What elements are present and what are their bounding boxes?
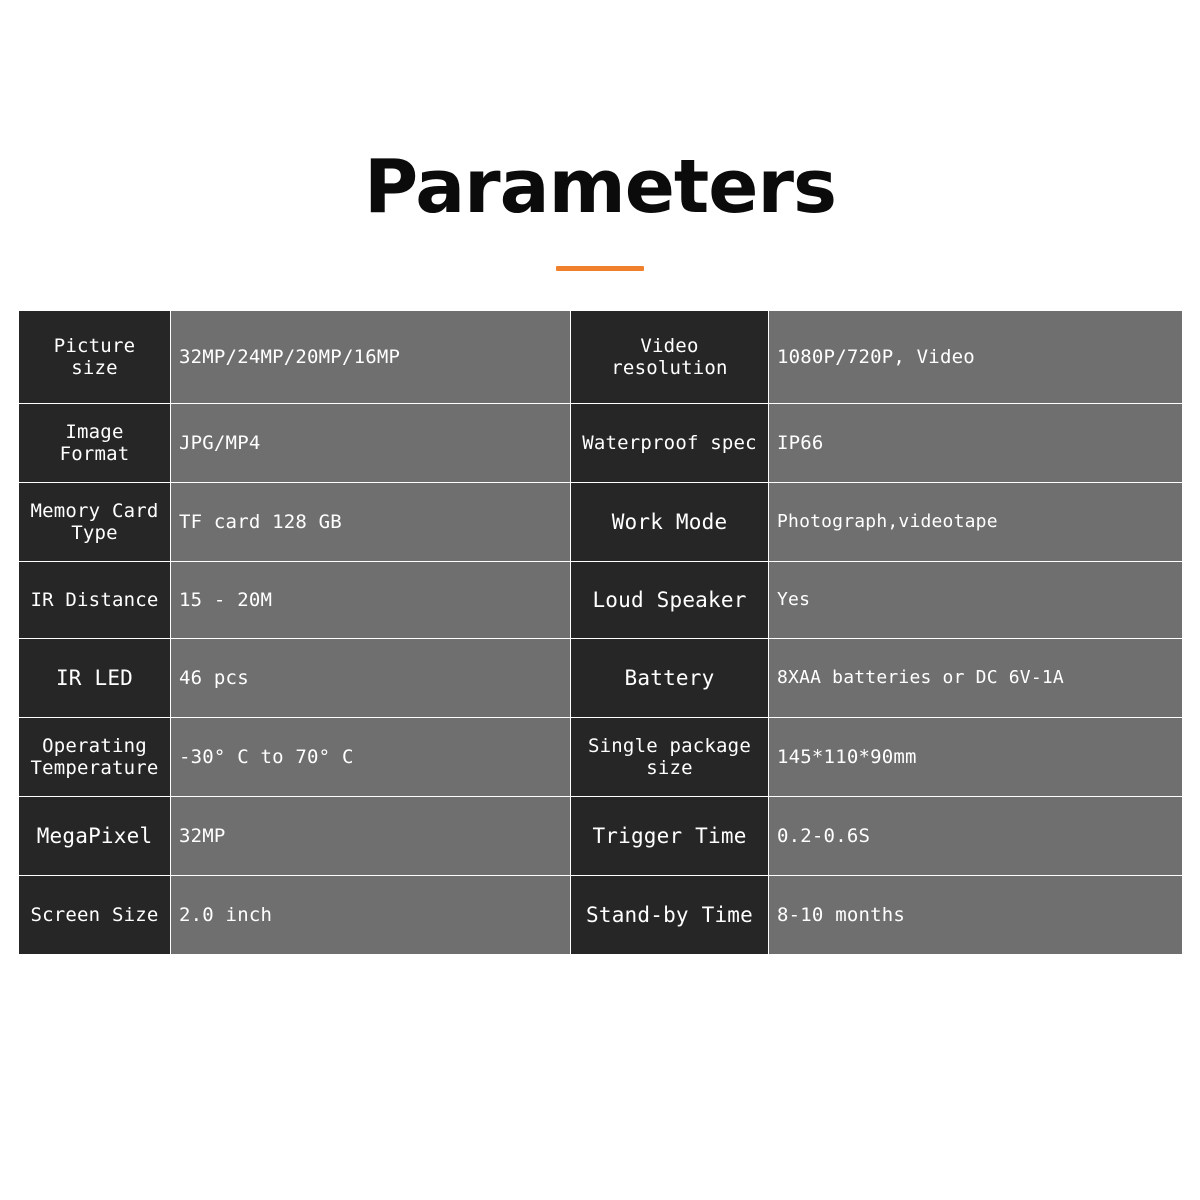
spec-value: 8-10 months [769,876,1183,955]
spec-value: 8XAA batteries or DC 6V-1A [769,639,1183,718]
spec-label: MegaPixel [19,797,171,876]
spec-label: Image Format [19,404,171,483]
spec-value: TF card 128 GB [171,483,571,562]
spec-label: Waterproof spec [571,404,769,483]
table-row [19,797,1183,876]
page-title: Parameters [363,144,836,230]
spec-label: Loud Speaker [571,562,769,639]
table-row [19,483,1183,562]
table-row [19,876,1183,955]
spec-value: 145*110*90mm [769,718,1183,797]
spec-value: 1080P/720P, Video [769,311,1183,404]
spec-label: IR Distance [19,562,171,639]
spec-value: 32MP [171,797,571,876]
title-accent-divider [556,266,644,271]
table-row [19,718,1183,797]
table-row [19,311,1183,404]
spec-label: Picture size [19,311,171,404]
spec-value: 15 - 20M [171,562,571,639]
spec-label: Trigger Time [571,797,769,876]
spec-value: 0.2-0.6S [769,797,1183,876]
spec-value: Photograph,videotape [769,483,1183,562]
spec-value: 32MP/24MP/20MP/16MP [171,311,571,404]
spec-value: Yes [769,562,1183,639]
table-row [19,562,1183,639]
spec-label: Video resolution [571,311,769,404]
specifications-table [18,310,1183,955]
spec-label: IR LED [19,639,171,718]
spec-value: IP66 [769,404,1183,483]
spec-label: Battery [571,639,769,718]
spec-label: Work Mode [571,483,769,562]
spec-value: JPG/MP4 [171,404,571,483]
specifications-table-container [18,310,1182,955]
spec-label: Screen Size [19,876,171,955]
spec-label: Memory Card Type [19,483,171,562]
spec-value: -30° C to 70° C [171,718,571,797]
spec-value: 46 pcs [171,639,571,718]
spec-label: Operating Temperature [19,718,171,797]
spec-label: Single package size [571,718,769,797]
table-row [19,639,1183,718]
spec-label: Stand-by Time [571,876,769,955]
spec-value: 2.0 inch [171,876,571,955]
table-row [19,404,1183,483]
